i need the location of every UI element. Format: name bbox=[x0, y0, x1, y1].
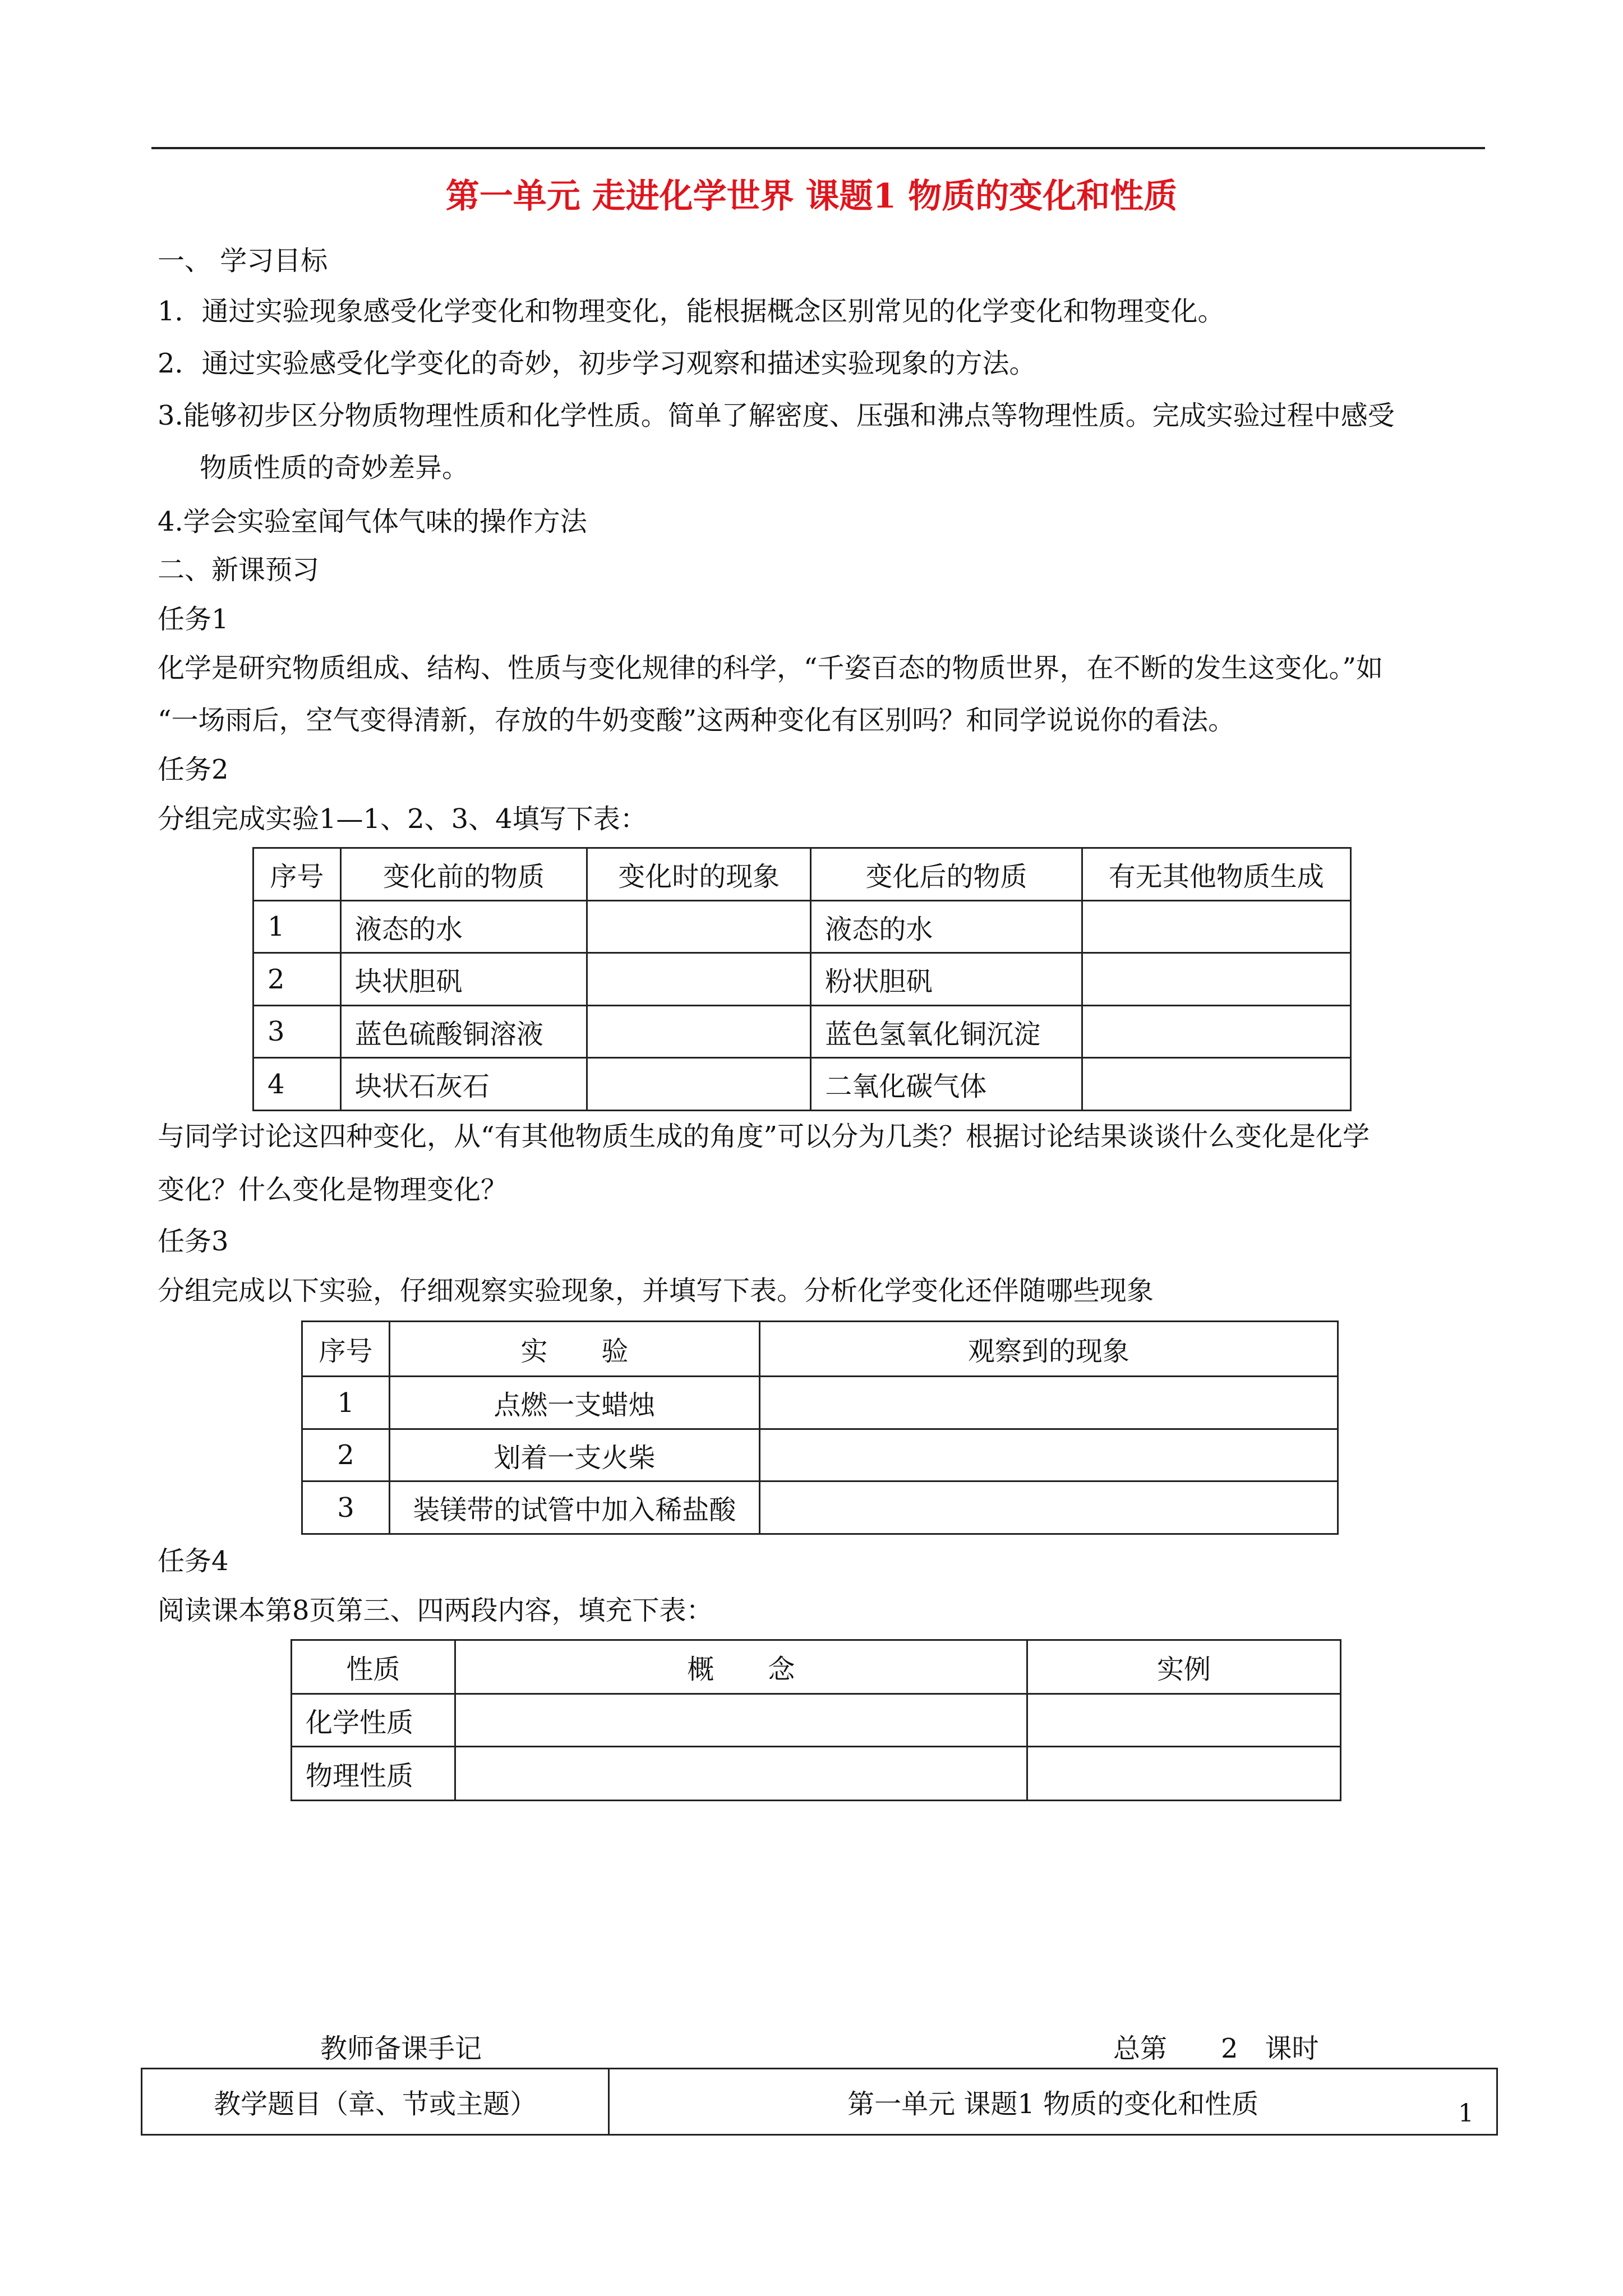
table-row bbox=[253, 1006, 1351, 1058]
header-rule bbox=[151, 147, 1485, 149]
table-cell: 装镁带的试管中加入稀盐酸 bbox=[389, 1481, 759, 1534]
footer-topic-table bbox=[141, 2068, 1498, 2136]
task2-header-cell: 变化前的物质 bbox=[340, 848, 587, 901]
table-cell bbox=[455, 1694, 1027, 1747]
table-cell: 粉状胆矾 bbox=[811, 953, 1082, 1006]
table-cell bbox=[455, 1747, 1027, 1801]
table-cell: 1 bbox=[253, 901, 341, 953]
table-cell: 2 bbox=[302, 1429, 390, 1481]
table-cell bbox=[1082, 1058, 1350, 1111]
page-number: 1 bbox=[1458, 2099, 1474, 2128]
table-cell bbox=[1027, 1694, 1340, 1747]
table-row bbox=[302, 1377, 1338, 1429]
table-cell: 蓝色硫酸铜溶液 bbox=[340, 1006, 587, 1058]
task2-intro: 分组完成实验1—1、2、3、4填写下表： bbox=[158, 803, 647, 835]
task2-header-cell: 有无其他物质生成 bbox=[1082, 848, 1350, 901]
lesson-count: 总第 2 课时 bbox=[1113, 2033, 1319, 2064]
table-cell bbox=[1082, 901, 1350, 953]
table-row bbox=[253, 901, 1351, 953]
task3-header-cell: 实 验 bbox=[389, 1322, 759, 1377]
task4-header-cell: 实例 bbox=[1027, 1640, 1340, 1694]
table-row bbox=[292, 1747, 1341, 1801]
table-cell bbox=[1082, 1006, 1350, 1058]
task3-table bbox=[301, 1320, 1339, 1535]
task4-label: 任务4 bbox=[158, 1545, 229, 1577]
objective-4: 4.学会实验室闻气体气味的操作方法 bbox=[158, 506, 587, 537]
table-cell bbox=[587, 901, 811, 953]
objective-3: 3.能够初步区分物质物理性质和化学性质。简单了解密度、压强和沸点等物理性质。完成实验过程中感受 bbox=[158, 400, 1395, 431]
table-row bbox=[142, 2069, 1497, 2135]
task1-label: 任务1 bbox=[158, 604, 229, 635]
task3-header-row bbox=[302, 1322, 1338, 1377]
task1-line-1: 化学是研究物质组成、结构、性质与变化规律的科学，“千姿百态的物质世界，在不断的发生这变化。”如 bbox=[158, 652, 1384, 684]
teacher-notes-label: 教师备课手记 bbox=[320, 2033, 482, 2064]
table-cell: 3 bbox=[253, 1006, 341, 1058]
task2-header-cell: 变化时的现象 bbox=[587, 848, 811, 901]
table-cell: 3 bbox=[302, 1481, 390, 1534]
objective-2: 2．通过实验感受化学变化的奇妙，初步学习观察和描述实验现象的方法。 bbox=[158, 348, 1036, 379]
task3-header-cell: 序号 bbox=[302, 1322, 390, 1377]
table-cell bbox=[1082, 953, 1350, 1006]
table-cell: 划着一支火柴 bbox=[389, 1429, 759, 1481]
task2-after-line-1: 与同学讨论这四种变化，从“有其他物质生成的角度”可以分为几类？根据讨论结果谈谈什么变化是化学 bbox=[158, 1121, 1370, 1152]
task4-intro: 阅读课本第8页第三、四两段内容，填充下表： bbox=[158, 1595, 713, 1626]
objective-3-continued: 物质性质的奇妙差异。 bbox=[200, 452, 469, 484]
task3-intro: 分组完成以下实验，仔细观察实验现象，并填写下表。分析化学变化还伴随哪些现象 bbox=[158, 1275, 1154, 1306]
table-cell: 化学性质 bbox=[292, 1694, 455, 1747]
table-row bbox=[253, 1058, 1351, 1111]
table-cell: 二氧化碳气体 bbox=[811, 1058, 1082, 1111]
table-cell bbox=[587, 1058, 811, 1111]
table-cell: 块状胆矾 bbox=[340, 953, 587, 1006]
task2-label: 任务2 bbox=[158, 754, 229, 785]
table-cell: 蓝色氢氧化铜沉淀 bbox=[811, 1006, 1082, 1058]
task2-table bbox=[252, 847, 1352, 1111]
objectives-heading: 一、 学习目标 bbox=[158, 245, 328, 277]
task4-table bbox=[291, 1639, 1341, 1801]
table-cell: 1 bbox=[302, 1377, 390, 1429]
table-row bbox=[253, 953, 1351, 1006]
table-cell: 物理性质 bbox=[292, 1747, 455, 1801]
page-title: 第一单元 走进化学世界 课题1 物质的变化和性质 bbox=[445, 177, 1178, 216]
task2-header-row bbox=[253, 848, 1351, 901]
objective-1: 1．通过实验现象感受化学变化和物理变化，能根据概念区别常见的化学变化和物理变化。 bbox=[158, 296, 1225, 327]
table-cell bbox=[587, 1006, 811, 1058]
topic-label-cell: 教学题目（章、节或主题） bbox=[142, 2069, 609, 2135]
task4-header-cell: 性质 bbox=[292, 1640, 455, 1694]
task2-after-line-2: 变化？什么变化是物理变化？ bbox=[158, 1174, 508, 1205]
table-row bbox=[302, 1429, 1338, 1481]
table-cell bbox=[587, 953, 811, 1006]
task4-header-row bbox=[292, 1640, 1341, 1694]
table-cell: 液态的水 bbox=[811, 901, 1082, 953]
table-cell bbox=[1027, 1747, 1340, 1801]
table-cell bbox=[759, 1429, 1338, 1481]
task4-header-cell: 概 念 bbox=[455, 1640, 1027, 1694]
table-cell: 4 bbox=[253, 1058, 341, 1111]
task2-header-cell: 序号 bbox=[253, 848, 341, 901]
table-cell bbox=[759, 1377, 1338, 1429]
preview-heading: 二、新课预习 bbox=[158, 554, 320, 586]
table-cell: 点燃一支蜡烛 bbox=[389, 1377, 759, 1429]
table-cell: 块状石灰石 bbox=[340, 1058, 587, 1111]
table-cell: 液态的水 bbox=[340, 901, 587, 953]
table-row bbox=[302, 1481, 1338, 1534]
task2-header-cell: 变化后的物质 bbox=[811, 848, 1082, 901]
table-cell bbox=[759, 1481, 1338, 1534]
task3-label: 任务3 bbox=[158, 1226, 229, 1257]
topic-value-cell: 第一单元 课题1 物质的变化和性质 bbox=[609, 2069, 1497, 2135]
task3-header-cell: 观察到的现象 bbox=[759, 1322, 1338, 1377]
task1-line-2: “一场雨后，空气变得清新，存放的牛奶变酸”这两种变化有区别吗？和同学说说你的看法。 bbox=[158, 705, 1235, 736]
table-cell: 2 bbox=[253, 953, 341, 1006]
table-row bbox=[292, 1694, 1341, 1747]
